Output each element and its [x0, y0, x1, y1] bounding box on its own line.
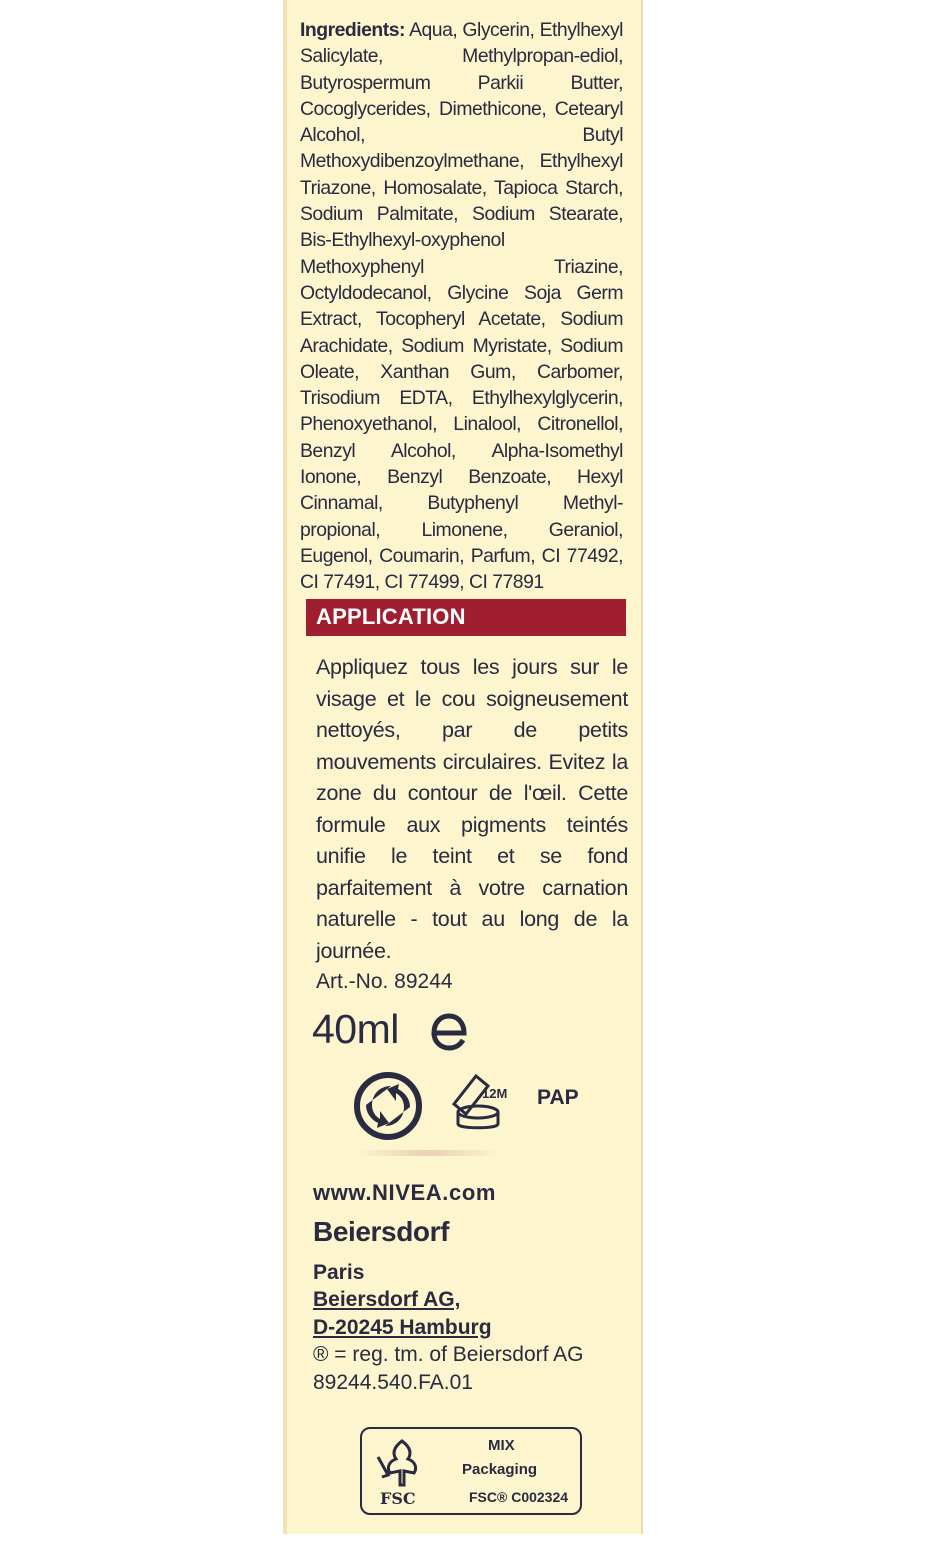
- ingredients-label: Ingredients:: [300, 19, 405, 41]
- fsc-logo-text: FSC: [380, 1489, 416, 1508]
- fsc-tree-icon: [372, 1437, 432, 1489]
- fsc-mix: MIX: [488, 1437, 515, 1454]
- ingredients-list: Aqua, Glycerin, Ethylhexyl Salicylate, Methylpropan-ediol, Butyrospermum Parkii Butter, Cocoglycerides, Dimethicone, Cetearyl Alcohol, Butyl Methoxydibenzoylmethane, Ethylhexyl Triazone, Homosalate, Tapioca Starch, Sodium Palmitate, Sodium Stearate, Bis-Ethylhexyl-oxyphenol Methoxyphenyl Triazine, Octyldodecanol, Glycine Soja Germ Extract, Tocopheryl Acetate, Sodium Arachidate, Sodium Myristate, Sodium Oleate, Xanthan Gum, Carbomer, Trisodium EDTA, Ethylhexylglycerin, Phenoxyethanol, Linalool, Citronellol, Benzyl Alcohol, Alpha-Isomethyl Ionone, Benzyl Benzoate, Hexyl Cinnamal, Butyphenyl Methyl-propional, Limonene, Geraniol, Eugenol, Coumarin, Parfum, CI 77492, CI 77491, CI 77499, CI 77891: [300, 19, 623, 594]
- address-postal: D-20245 Hamburg: [313, 1316, 492, 1339]
- article-number: Art.-No. 89244: [316, 970, 453, 993]
- fsc-code: FSC® C002324: [469, 1489, 569, 1505]
- green-dot-recycling-icon: [353, 1071, 423, 1141]
- volume-label: 40ml: [312, 1006, 399, 1052]
- address-company: Beiersdorf AG,: [313, 1288, 461, 1311]
- pao-label: 12M: [482, 1086, 508, 1101]
- brand-name: Beiersdorf: [313, 1216, 450, 1247]
- application-title: APPLICATION: [316, 604, 466, 629]
- e-mark-icon: [428, 1013, 470, 1051]
- ingredients-block: [300, 17, 623, 596]
- panel-edge: [283, 0, 287, 1534]
- pap-label: PAP: [537, 1086, 579, 1109]
- application-instructions: Appliquez tous les jours sur le visage et le cou soigneusement nettoyés, par de petits mouvements circulaires. Evitez la zone du contour de l'œil. Cette formule aux pigments teintés unifie le teint et se fond parfaitement à votre carnation naturelle - tout au long de la journée.: [316, 655, 628, 963]
- address-city: Paris: [313, 1261, 365, 1284]
- website-link: www.NIVEA.com: [313, 1180, 497, 1205]
- print-smudge: [355, 1150, 500, 1156]
- open-jar-12m-icon: [448, 1068, 513, 1134]
- fsc-packaging: Packaging: [462, 1461, 538, 1478]
- product-code: 89244.540.FA.01: [313, 1371, 473, 1394]
- trademark-notice: ® = reg. tm. of Beiersdorf AG: [313, 1343, 584, 1366]
